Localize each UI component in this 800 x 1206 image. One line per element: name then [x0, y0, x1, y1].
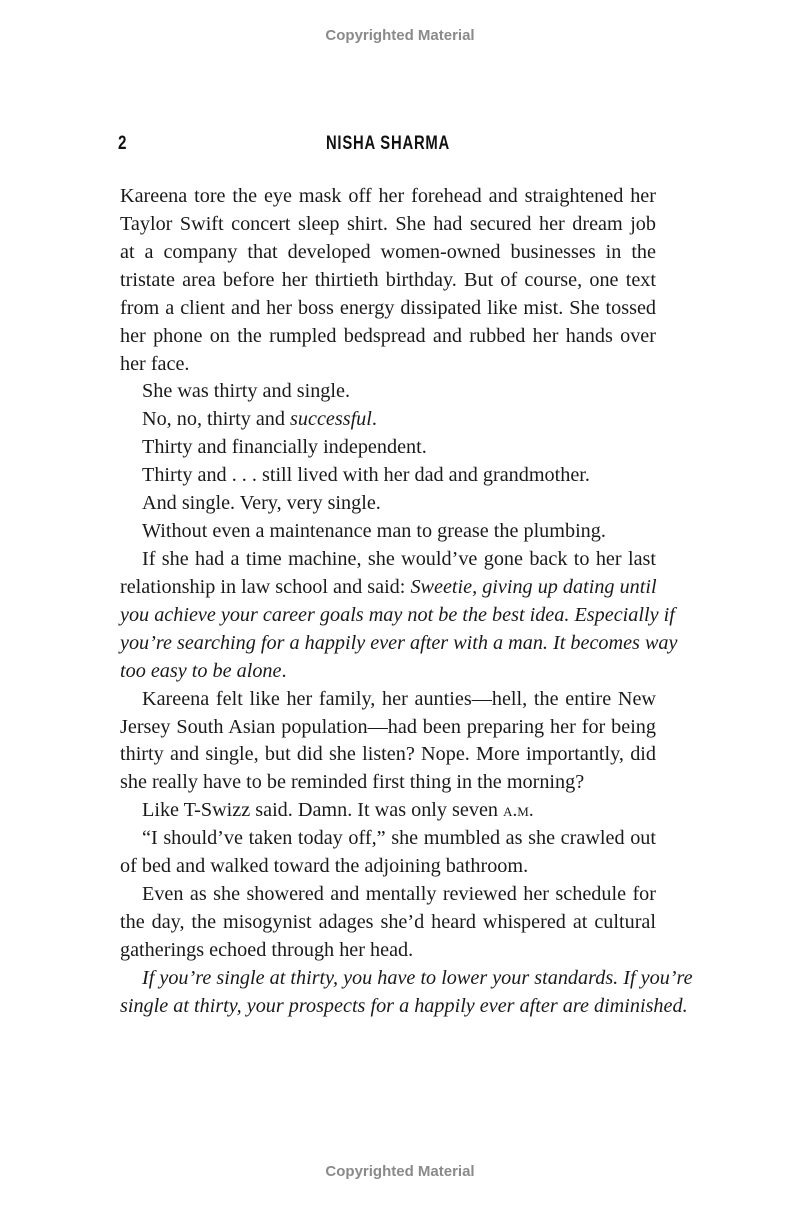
text-segment: relationship in law school and said:	[120, 575, 411, 598]
text-line	[120, 406, 656, 434]
text-segment: “I should’ve taken today off,” she mumbled as she crawled out	[142, 827, 656, 850]
italic-text: you’re searching for a happily ever after with a man. It becomes way	[120, 631, 678, 654]
text-line	[120, 741, 656, 769]
italic-text: successful	[290, 408, 372, 431]
text-line	[120, 993, 688, 1021]
text-segment: Without even a maintenance man to grease the plumbing.	[142, 520, 606, 543]
text-line	[120, 267, 656, 295]
text-line	[120, 434, 656, 462]
text-segment: Jersey South Asian population—had been preparing her for being	[120, 715, 656, 738]
italic-text: If you’re single at thirty, you have to lower your standards. If you’re	[142, 966, 693, 989]
copyright-watermark-bottom: Copyrighted Material	[325, 1163, 475, 1180]
text-line	[120, 714, 656, 742]
italic-text: Sweetie, giving up dating until	[410, 575, 657, 598]
text-segment: of bed and walked toward the adjoining bathroom.	[120, 855, 529, 878]
text-segment: .	[371, 408, 377, 431]
text-line	[120, 211, 656, 239]
text-segment: Even as she showered and mentally reviewed her schedule for	[142, 883, 656, 906]
text-segment: the day, the misogynist adages she’d heard whispered at cultural	[120, 910, 656, 933]
text-segment: Kareena felt like her family, her aunties—hell, the entire New	[142, 687, 656, 710]
text-segment: her phone on the rumpled bedspread and rubbed her hands over	[120, 324, 656, 347]
text-line	[120, 518, 656, 546]
text-line	[120, 295, 656, 323]
text-line	[120, 546, 656, 574]
text-segment: gatherings echoed through her head.	[120, 938, 414, 961]
text-line	[120, 378, 656, 406]
text-segment: tristate area before her thirtieth birthday. But of course, one text	[120, 268, 656, 291]
text-line	[120, 183, 656, 211]
text-line	[120, 574, 656, 602]
text-segment: thirty and single, but did she listen? Nope. More importantly, did	[120, 743, 656, 766]
text-segment: at a company that developed women-owned businesses in the	[120, 240, 656, 263]
text-line	[120, 239, 656, 267]
text-segment: She was thirty and single.	[142, 380, 351, 403]
text-line	[120, 351, 656, 379]
text-line	[120, 797, 656, 825]
text-segment: Thirty and financially independent.	[142, 436, 427, 459]
small-caps-text: a.m.	[503, 800, 534, 822]
text-segment: Thirty and . . . still lived with her dad and grandmother.	[142, 464, 590, 487]
text-line	[120, 462, 656, 490]
text-line	[120, 769, 656, 797]
text-segment: No, no, thirty and	[142, 408, 291, 431]
italic-text: single at thirty, your prospects for a happily ever after are diminished.	[120, 994, 688, 1017]
text-line	[120, 686, 656, 714]
text-line	[120, 602, 675, 630]
text-segment: she really have to be reminded first thing in the morning?	[120, 771, 585, 794]
text-segment: Like T-Swizz said. Damn. It was only seven	[142, 799, 504, 822]
italic-text: too easy to be alone	[120, 659, 282, 682]
text-segment: If she had a time machine, she would’ve gone back to her last	[142, 547, 656, 570]
text-line	[120, 630, 678, 658]
text-segment: Kareena tore the eye mask off her forehead and straightened her	[120, 185, 656, 207]
text-line	[120, 490, 656, 518]
text-line	[120, 881, 656, 909]
text-line	[120, 825, 656, 853]
text-segment: from a client and her boss energy dissipated like mist. She tossed	[120, 296, 656, 319]
text-line	[120, 937, 656, 965]
text-line	[120, 853, 656, 881]
running-head-author: NISHA SHARMA	[325, 133, 451, 154]
text-segment: And single. Very, very single.	[142, 492, 381, 515]
body-text	[120, 183, 693, 1021]
page-number: 2	[118, 133, 127, 154]
copyright-watermark-top: Copyrighted Material	[325, 27, 475, 44]
text-line	[120, 323, 656, 351]
text-segment: her face.	[120, 352, 190, 375]
text-line	[120, 965, 693, 993]
text-line	[120, 658, 656, 686]
text-segment: Taylor Swift concert sleep shirt. She had secured her dream job	[120, 212, 656, 235]
italic-text: you achieve your career goals may not be the best idea. Especially if	[120, 603, 675, 626]
text-line	[120, 909, 656, 937]
text-segment: .	[281, 659, 287, 682]
